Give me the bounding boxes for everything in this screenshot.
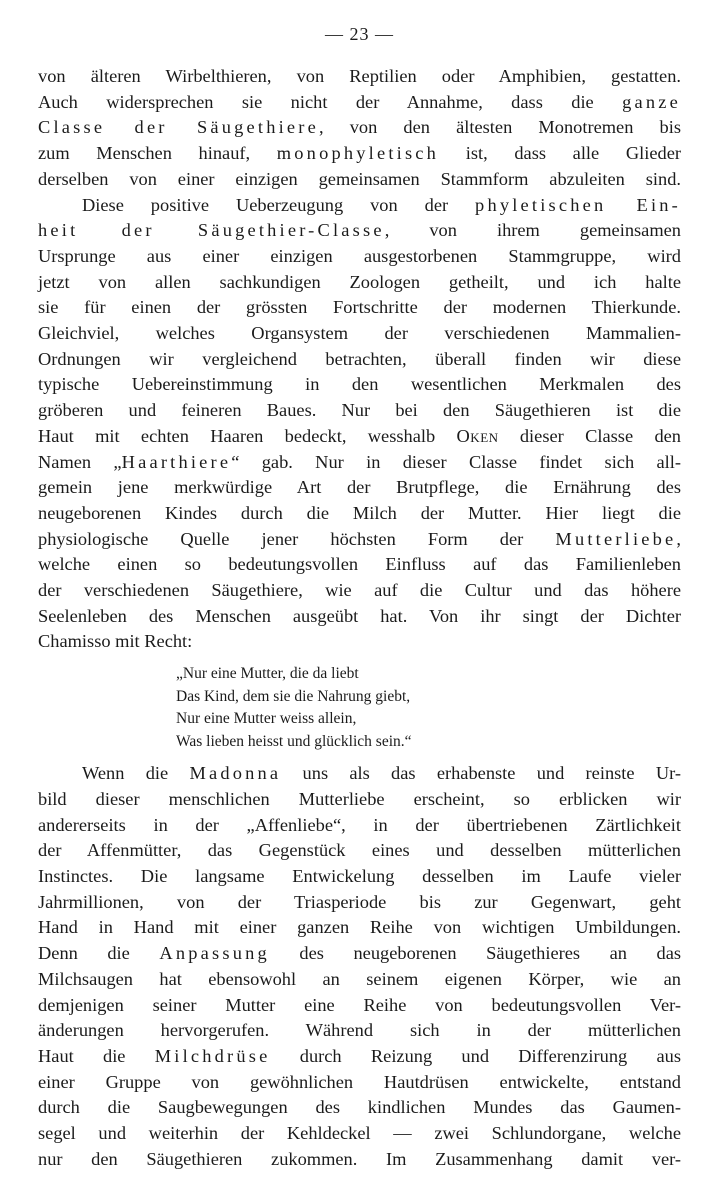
text-line	[38, 915, 681, 941]
text-line	[38, 1070, 681, 1096]
text-run: Chamisso mit Recht:	[38, 631, 193, 652]
text-line	[38, 1044, 681, 1070]
poem-line: „Nur eine Mutter, die da liebt	[176, 665, 359, 683]
text-run: zum Menschen hinauf,	[38, 143, 277, 164]
text-run: typische Uebereinstimmung in den wesentlichen Merkmalen des	[38, 374, 681, 395]
spaced-emphasis: Anpassung	[159, 943, 270, 964]
text-line	[38, 218, 681, 244]
text-run: Namen „	[38, 451, 122, 472]
page-number: — 23 —	[325, 24, 394, 44]
text-line	[38, 993, 681, 1019]
text-line	[38, 64, 681, 90]
spaced-emphasis: ganze	[622, 91, 681, 112]
text-line	[38, 864, 681, 890]
text-run: Auch widersprechen sie nicht der Annahme, dass die	[38, 91, 623, 112]
text-run: durch die Saugbewegungen des kindlichen Mundes das Gaumen-	[38, 1097, 681, 1118]
text-line	[38, 501, 681, 527]
text-run: ist, dass alle Glieder	[439, 143, 681, 164]
text-run: andererseits in der „Affenliebe“, in der übertriebenen Zärtlichkeit	[38, 814, 681, 835]
text-run: des neugeborenen Säugethieres an das	[269, 943, 682, 964]
text-run: jetzt von allen sachkundigen Zoologen getheilt, und ich halte	[38, 271, 681, 292]
text-line	[38, 475, 681, 501]
text-run: Ordnungen wir vergleichend betrachten, überall finden wir diese	[38, 348, 681, 369]
text-run: einer Gruppe von gewöhnlichen Hautdrüsen entwickelte, entstand	[38, 1071, 681, 1092]
text-line	[38, 115, 681, 141]
text-line	[38, 629, 681, 655]
text-run: der verschiedenen Säugethiere, wie auf die Cultur und das höhere	[38, 580, 681, 601]
poem-line: Das Kind, dem sie die Nahrung giebt,	[176, 687, 411, 705]
page	[38, 22, 681, 1172]
text-run: uns als das erhabenste und reinste Ur-	[281, 763, 681, 784]
text-line	[38, 1018, 681, 1044]
text-line	[38, 167, 681, 193]
paragraph-1	[38, 64, 681, 193]
text-run: Haut die	[38, 1045, 155, 1066]
text-line	[38, 141, 681, 167]
text-line	[38, 193, 681, 219]
text-run: sie für einen der grössten Fortschritte der modernen Thierkunde.	[38, 297, 681, 318]
text-line	[38, 244, 681, 270]
text-run: “ gab. Nur in dieser Classe findet sich all-	[231, 451, 681, 472]
text-line	[38, 813, 681, 839]
text-run: welche einen so bedeutungsvollen Einfluss auf das Familienleben	[38, 554, 681, 575]
text-run: Hand in Hand mit einer ganzen Reihe von wichtigen Umbildungen.	[38, 917, 681, 938]
spaced-emphasis: Madonna	[189, 763, 282, 784]
text-line	[38, 761, 681, 787]
paragraph-3	[38, 761, 681, 1172]
text-run: Milchsaugen hat ebensowohl an seinem eigenen Körper, wie an	[38, 968, 681, 989]
text-run: demjenigen seiner Mutter eine Reihe von bedeutungsvollen Ver-	[38, 994, 681, 1015]
text-line	[38, 270, 681, 296]
text-run: Ursprunge aus einer einzigen ausgestorbenen Stammgruppe, wird	[38, 245, 681, 266]
text-run: Haut mit echten Haaren bedeckt, wesshalb	[38, 425, 457, 446]
text-run: ,	[676, 528, 681, 549]
spaced-emphasis: Mutterliebe	[555, 528, 677, 549]
text-run: Wenn die	[82, 763, 190, 784]
text-line	[38, 552, 681, 578]
text-line	[38, 1147, 681, 1173]
text-line	[38, 1095, 681, 1121]
poem-quote	[176, 663, 681, 753]
text-run: durch Reizung und Differenzirung aus	[270, 1045, 681, 1066]
text-run: gröberen und feineren Baues. Nur bei den Säugethieren ist die	[38, 400, 681, 421]
text-run: derselben von einer einzigen gemeinsamen Stammform abzuleiten sind.	[38, 168, 681, 189]
text-run: , von den ältesten Monotremen bis	[318, 117, 681, 138]
small-caps-name: Oken	[456, 425, 499, 446]
text-line	[38, 838, 681, 864]
text-line	[38, 450, 681, 476]
text-line	[38, 321, 681, 347]
text-line	[38, 90, 681, 116]
text-run: physiologische Quelle jener höchsten Form der	[38, 528, 556, 549]
text-line	[38, 967, 681, 993]
text-run: Seelenleben des Menschen ausgeübt hat. Von ihr singt der Dichter	[38, 605, 681, 626]
text-run: Gleichviel, welches Organsystem der verschiedenen Mammalien-	[38, 323, 681, 344]
poem-line: Was lieben heisst und glücklich sein.“	[176, 732, 412, 750]
text-run: gemein jene merkwürdige Art der Brutpflege, die Ernährung des	[38, 477, 681, 498]
text-line	[38, 578, 681, 604]
paragraph-2	[38, 193, 681, 656]
text-run: Instinctes. Die langsame Entwickelung desselben im Laufe vieler	[38, 865, 681, 886]
text-line	[38, 295, 681, 321]
text-run: segel und weiterhin der Kehldeckel — zwei Schlundorgane, welche	[38, 1123, 681, 1144]
text-line	[38, 1121, 681, 1147]
spaced-emphasis: Milchdrüse	[154, 1045, 271, 1066]
text-run: bild dieser menschlichen Mutterliebe erscheint, so erblicken wir	[38, 788, 681, 809]
poem-line: Nur eine Mutter weiss allein,	[176, 710, 357, 728]
text-run: Denn die	[38, 943, 160, 964]
text-line	[38, 787, 681, 813]
text-line	[38, 398, 681, 424]
text-run: nur den Säugethieren zukommen. Im Zusammenhang damit ver-	[38, 1148, 681, 1169]
text-run: , von ihrem gemeinsamen	[384, 220, 681, 241]
text-run: der Affenmütter, das Gegenstück eines und desselben mütterlichen	[38, 840, 681, 861]
text-line	[38, 372, 681, 398]
spaced-emphasis: monophyletisch	[276, 143, 440, 164]
text-run: änderungen hervorgerufen. Während sich in der mütterlichen	[38, 1020, 681, 1041]
text-line	[38, 941, 681, 967]
text-line	[38, 604, 681, 630]
text-line	[38, 527, 681, 553]
spaced-emphasis: phyletischen Ein-	[475, 194, 681, 215]
text-line	[38, 347, 681, 373]
spaced-emphasis: Haarthiere	[121, 451, 232, 472]
text-run: neugeborenen Kindes durch die Milch der Mutter. Hier liegt die	[38, 502, 681, 523]
text-run: dieser Classe den	[498, 425, 681, 446]
text-run: Jahrmillionen, von der Triasperiode bis zur Gegenwart, geht	[38, 891, 681, 912]
text-line	[38, 890, 681, 916]
text-run: Diese positive Ueberzeugung von der	[82, 194, 476, 215]
text-line	[38, 424, 681, 450]
spaced-emphasis: heit der Säugethier-Classe	[38, 220, 385, 241]
text-run: von älteren Wirbelthieren, von Reptilien oder Amphibien, gestatten.	[38, 66, 681, 86]
spaced-emphasis: Classe der Säugethiere	[38, 117, 319, 138]
